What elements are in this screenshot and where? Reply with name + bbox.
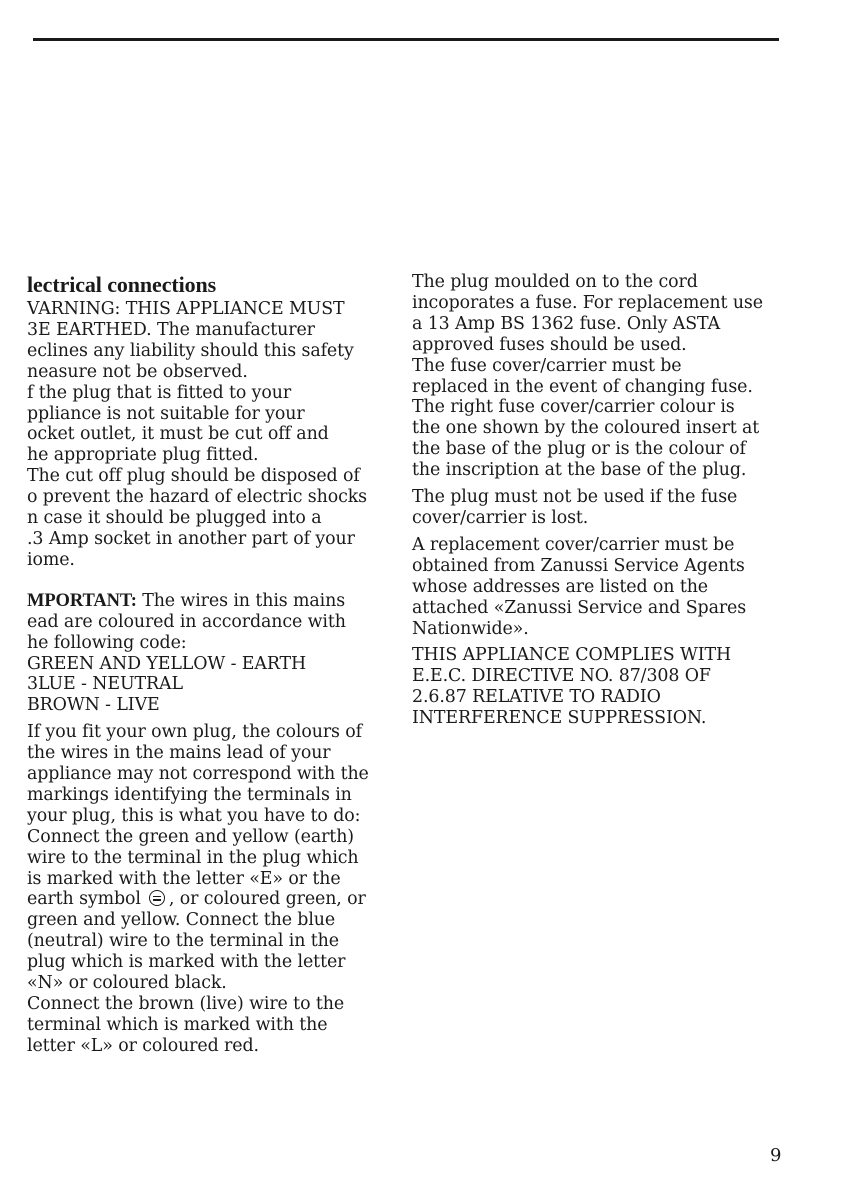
text-line: the base of the plug or is the colour of [412,439,746,460]
important-text: The wires in this mains [136,590,346,611]
text-line: he appropriate plug fitted. [27,445,259,466]
earth-line-text: earth symbol [27,889,141,910]
compliance-paragraph [412,645,782,729]
text-line: The plug must not be used if the fuse [412,487,738,508]
text-line: Connect the green and yellow (earth) [27,826,354,847]
text-line: 3LUE - NEUTRAL [27,674,183,695]
text-line [27,591,397,612]
text-line: appliance may not correspond with the [27,764,369,785]
top-rule [33,38,779,41]
fuse-info-paragraph [412,272,782,481]
important-label: MPORTANT: [27,590,137,611]
text-line: plug which is marked with the letter [27,952,346,973]
text-line: The plug moulded on to the cord [412,272,698,292]
instructions-paragraph [27,722,397,1057]
text-line: terminal which is marked with the [27,1014,328,1035]
text-line: incoporates a fuse. For replacement use [412,292,763,313]
text-line: is marked with the letter «E» or the [27,868,341,889]
text-line: markings identifying the terminals in [27,784,352,805]
page-number: 9 [770,1145,782,1166]
text-line: the inscription at the base of the plug. [412,460,747,481]
text-line: The right fuse cover/carrier colour is [412,397,735,418]
text-line: «N» or coloured black. [27,973,227,994]
text-line: green and yellow. Connect the blue [27,910,336,931]
text-line: wire to the terminal in the plug which [27,847,359,868]
text-line: If you fit your own plug, the colours of [27,722,362,743]
text-line: obtained from Zanussi Service Agents [412,555,745,576]
text-line: whose addresses are listed on the [412,576,709,597]
text-line: The fuse cover/carrier must be [412,355,682,376]
text-line: ocket outlet, it must be cut off and [27,424,329,445]
warning-paragraph [27,299,397,571]
section-heading: lectrical connections [27,272,217,297]
earth-symbol-icon [149,890,165,906]
text-line: BROWN - LIVE [27,695,160,716]
text-line: the one shown by the coloured insert at [412,418,760,439]
text-line: (neutral) wire to the terminal in the [27,931,339,952]
right-column [412,272,782,729]
text-line: neasure not be observed. [27,361,248,382]
text-line: 3E EARTHED. The manufacturer [27,319,315,340]
text-line: 2.6.87 RELATIVE TO RADIO [412,687,661,708]
lost-cover-paragraph [412,487,782,529]
left-column [27,272,397,1057]
earth-line-text: , or coloured green, or [168,889,366,910]
text-line: he following code: [27,632,187,653]
text-line: Connect the brown (live) wire to the [27,994,345,1014]
important-paragraph [27,591,397,716]
text-line: n case it should be plugged into a [27,508,322,529]
replacement-paragraph [412,535,782,640]
text-line [27,889,397,910]
text-line: eclines any liability should this safety [27,340,354,361]
text-line: The cut off plug should be disposed of [27,466,360,487]
text-line: ead are coloured in accordance with [27,611,346,632]
text-line: iome. [27,549,75,570]
text-line: attached «Zanussi Service and Spares [412,597,747,618]
text-line: o prevent the hazard of electric shocks [27,487,367,508]
text-line: Nationwide». [412,618,529,639]
text-line: .3 Amp socket in another part of your [27,528,355,549]
text-line: letter «L» or coloured red. [27,1035,259,1056]
text-line: f the plug that is fitted to your [27,382,292,403]
text-line: GREEN AND YELLOW - EARTH [27,653,307,674]
text-line: E.E.C. DIRECTIVE NO. 87/308 OF [412,666,711,687]
text-line: ppliance is not suitable for your [27,403,305,424]
text-line: cover/carrier is lost. [412,507,589,528]
text-line: approved fuses should be used. [412,334,687,355]
text-line: VARNING: THIS APPLIANCE MUST [27,299,345,319]
text-line: your plug, this is what you have to do: [27,805,361,826]
text-line: THIS APPLIANCE COMPLIES WITH [412,645,732,666]
text-line: INTERFERENCE SUPPRESSION. [412,708,707,729]
text-line: the wires in the mains lead of your [27,743,331,764]
text-line: a 13 Amp BS 1362 fuse. Only ASTA [412,313,721,334]
text-line: replaced in the event of changing fuse. [412,376,753,397]
text-line: A replacement cover/carrier must be [412,534,735,555]
